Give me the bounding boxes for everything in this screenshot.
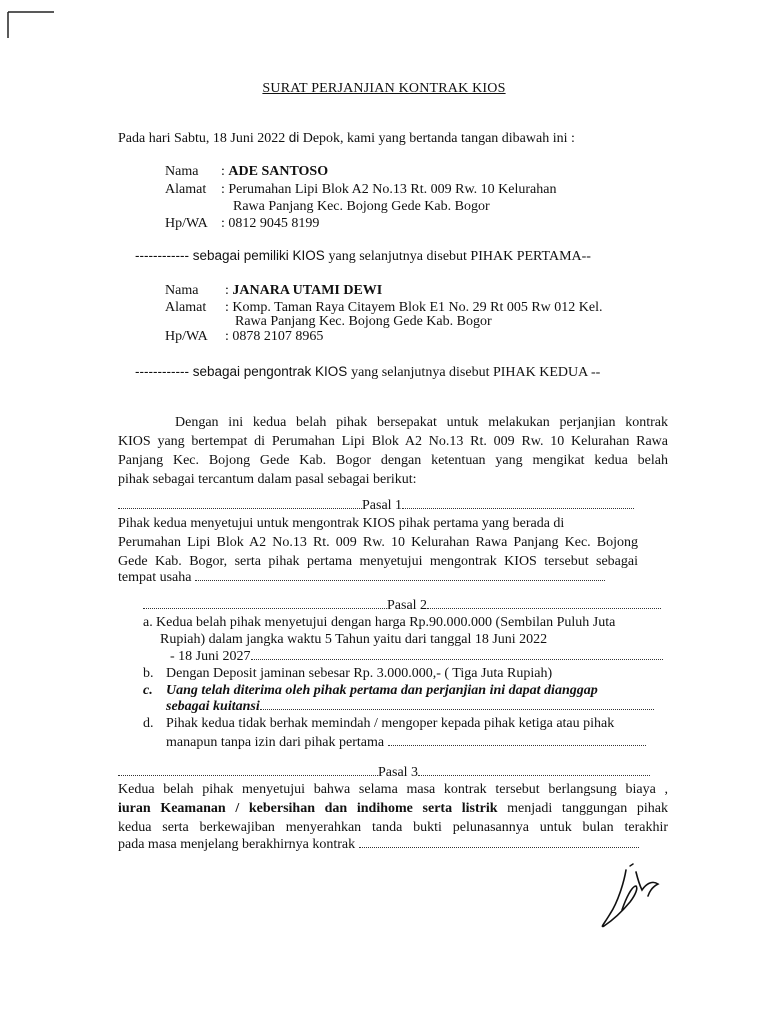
paragraph-line: pihak sebagai tercantum dalam pasal sebagai berikut: bbox=[118, 472, 417, 487]
party2-phone-value: : 0878 2107 8965 bbox=[225, 329, 324, 344]
party1-phone-label: Hp/WA bbox=[165, 216, 208, 231]
pasal3-line: iuran Keamanan / kebersihan dan indihome serta listrik menjadi tanggungan pihak bbox=[118, 801, 668, 816]
pasal2-item-a-marker: a. bbox=[143, 615, 153, 630]
pasal1-line: Gede Kab. Bogor, serta pihak pertama menyetujui mengontrak KIOS tersebut sebagai bbox=[118, 554, 638, 569]
signature bbox=[596, 862, 676, 932]
document-title: SURAT PERJANJIAN KONTRAK KIOS bbox=[262, 81, 506, 96]
party2-address-label: Alamat bbox=[165, 300, 207, 315]
party2-address-line2: Rawa Panjang Kec. Bojong Gede Kab. Bogor bbox=[235, 314, 492, 329]
pasal1-heading: Pasal 1 bbox=[118, 497, 634, 514]
pasal2-item-c-marker: c. bbox=[143, 683, 153, 698]
party1-phone-value: : 0812 9045 8199 bbox=[221, 216, 320, 231]
pasal2-item-a-line2: Rupiah) dalam jangka waktu 5 Tahun yaitu dari tanggal 18 Juni 2022 bbox=[160, 632, 548, 647]
pasal2-item-d-marker: d. bbox=[143, 716, 154, 731]
pasal2-item-c-line2: sebagai kuitansi bbox=[166, 698, 654, 715]
pasal3-body bbox=[118, 780, 668, 837]
corner-mark bbox=[0, 0, 56, 40]
pasal2-item-a-line3: - 18 Juni 2027 bbox=[170, 648, 663, 665]
paragraph-line: Panjang Kec. Bojong Gede Kab. Bogor dengan ketentuan yang mengikat kedua belah bbox=[118, 453, 668, 468]
pasal2-item-c-line1: Uang telah diterima oleh pihak pertama dan perjanjian ini dapat dianggap bbox=[166, 683, 598, 698]
pasal2-item-b-text: Dengan Deposit jaminan sebesar Rp. 3.000.000,- ( Tiga Juta Rupiah) bbox=[166, 666, 553, 681]
pasal2-item-a-line1: Kedua belah pihak menyetujui dengan harga Rp.90.000.000 (Sembilan Puluh Juta bbox=[156, 615, 616, 630]
pasal1-body bbox=[118, 514, 638, 571]
party2-phone-label: Hp/WA bbox=[165, 329, 208, 344]
party2-name-label: Nama bbox=[165, 283, 199, 298]
intro-line: Pada hari Sabtu, 18 Juni 2022 di Depok, kami yang bertanda tangan dibawah ini : bbox=[118, 130, 575, 146]
party1-address-line2: Rawa Panjang Kec. Bojong Gede Kab. Bogor bbox=[233, 199, 490, 214]
pasal2-heading: Pasal 2 bbox=[143, 597, 661, 614]
pasal1-last-line: tempat usaha bbox=[118, 569, 605, 586]
pasal2-item-d-line1: Pihak kedua tidak berhak memindah / mengoper kepada pihak ketiga atau pihak bbox=[166, 716, 615, 731]
paragraph-line: Dengan ini kedua belah pihak bersepakat untuk melakukan perjanjian kontrak bbox=[175, 415, 668, 430]
pasal3-last-line: pada masa menjelang berakhirnya kontrak bbox=[118, 836, 639, 853]
paragraph-line: KIOS yang bertempat di Perumahan Lipi Blok A2 No.13 Rt. 009 Rw. 10 Kelurahan Rawa bbox=[118, 434, 668, 449]
party1-address-line1: : Perumahan Lipi Blok A2 No.13 Rt. 009 Rw. 10 Kelurahan bbox=[221, 182, 557, 197]
party2-role: ------------ sebagai pengontrak KIOS yang selanjutnya disebut PIHAK KEDUA -- bbox=[135, 364, 601, 380]
pasal2-item-b-marker: b. bbox=[143, 666, 154, 681]
party1-address-label: Alamat bbox=[165, 182, 207, 197]
party1-name-label: Nama bbox=[165, 164, 199, 179]
pasal1-line: Pihak kedua menyetujui untuk mengontrak KIOS pihak pertama yang berada di bbox=[118, 516, 565, 531]
party2-name-value: : JANARA UTAMI DEWI bbox=[225, 283, 383, 298]
party1-name-value: : ADE SANTOSO bbox=[221, 164, 329, 179]
agreement-paragraph bbox=[118, 413, 668, 489]
party2-address-line1: : Komp. Taman Raya Citayem Blok E1 No. 29 Rt 005 Rw 012 Kel. bbox=[225, 300, 603, 315]
pasal2-item-d-line2: manapun tanpa izin dari pihak pertama bbox=[166, 734, 646, 751]
pasal1-line: Perumahan Lipi Blok A2 No.13 Rt. 009 Rw. 10 Kelurahan Rawa Panjang Kec. Bojong bbox=[118, 535, 638, 550]
party1-role: ------------ sebagai pemiliki KIOS yang selanjutnya disebut PIHAK PERTAMA-- bbox=[135, 248, 591, 264]
pasal3-heading: Pasal 3 bbox=[118, 764, 650, 781]
pasal3-line: Kedua belah pihak menyetujui bahwa selama masa kontrak tersebut berlangsung biaya , bbox=[118, 782, 668, 797]
pasal3-line: kedua serta berkewajiban menyerahkan tanda bukti pelunasannya untuk bulan terakhir bbox=[118, 820, 668, 835]
